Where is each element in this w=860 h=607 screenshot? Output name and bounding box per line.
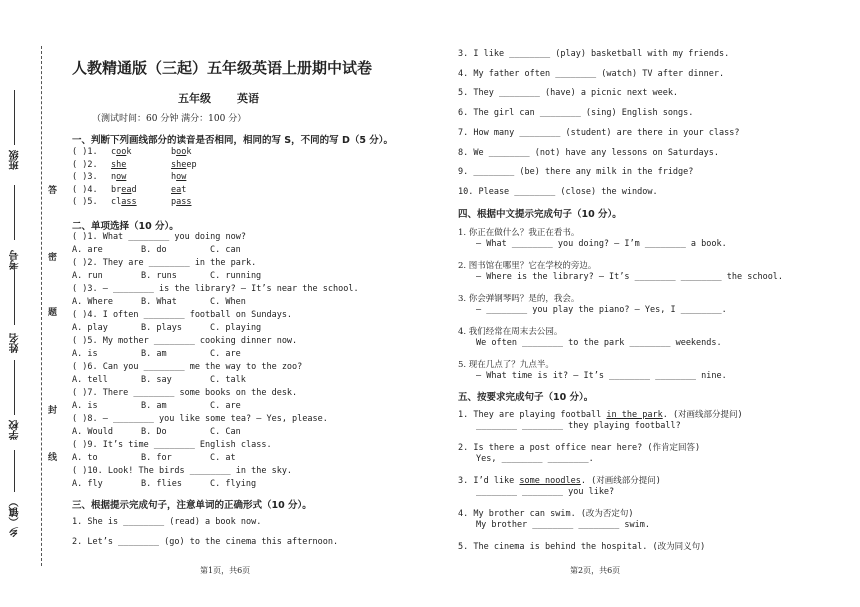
sec2-option: A. are bbox=[72, 245, 103, 255]
sec1-word-a bbox=[111, 147, 132, 157]
word-part: k bbox=[186, 147, 192, 157]
sec2-option: B. What bbox=[141, 297, 177, 307]
word-part: c bbox=[111, 147, 117, 157]
sec5-answer-line: My brother ________ ________ swim. bbox=[476, 520, 650, 530]
sec2-option: B. am bbox=[141, 401, 167, 411]
sec2-question: ( )6. Can you ________ me the way to the zoo? bbox=[72, 362, 303, 372]
sec2-question: ( )3. — ________ is the library? — It’s near the school. bbox=[72, 284, 359, 294]
sec1-word-a bbox=[111, 185, 137, 195]
sec2-option: C. talk bbox=[210, 375, 246, 385]
sec1-word-a bbox=[111, 160, 126, 170]
sec4-chinese-prompt: 3. 你会弹钢琴吗？是的，我会。 bbox=[458, 294, 580, 304]
word-part: d bbox=[131, 184, 137, 195]
question-text: . (对画线部分提问) bbox=[662, 410, 743, 420]
word-part: k bbox=[126, 147, 132, 157]
sec2-question: ( )7. There ________ some books on the desk. bbox=[72, 388, 298, 398]
sec2-option: C. Can bbox=[210, 427, 241, 437]
word-underlined-part: she bbox=[171, 159, 187, 170]
exam-info: （测试时间：60 分钟 满分：100 分） bbox=[92, 114, 247, 124]
question-underlined-part: in the park bbox=[606, 410, 663, 420]
sec2-option: B. do bbox=[141, 245, 167, 255]
sec2-option: A. fly bbox=[72, 479, 103, 489]
sec2-option: B. plays bbox=[141, 323, 182, 333]
word-part: b bbox=[171, 147, 177, 157]
sec2-option: C. are bbox=[210, 349, 241, 359]
sec2-option: C. at bbox=[210, 453, 236, 463]
sec2-option: A. tell bbox=[72, 375, 108, 385]
sec4-chinese-prompt: 5. 现在几点了？九点半。 bbox=[458, 360, 554, 370]
side-line-number bbox=[14, 185, 15, 240]
sec5-question bbox=[458, 441, 700, 453]
sec1-item-number: ( )4. bbox=[72, 184, 98, 195]
word-part: t bbox=[181, 184, 187, 195]
sec5-answer-line: ________ ________ you like? bbox=[476, 487, 615, 497]
sec4-answer-line: — What ________ you doing? — I’m ________ a book. bbox=[476, 239, 727, 249]
sec5-question bbox=[458, 408, 743, 420]
side-line-town bbox=[14, 450, 15, 492]
binding-word-3: 题 bbox=[48, 308, 58, 318]
word-underlined-part: oo bbox=[176, 147, 187, 157]
sec2-question: ( )4. I often ________ football on Sundays. bbox=[72, 310, 293, 320]
question-text: . (对画线部分提问) bbox=[580, 476, 661, 486]
sec2-option: B. am bbox=[141, 349, 167, 359]
grade-label: 五年级 bbox=[178, 92, 211, 105]
sec3-question: 10. Please ________ (close) the window. bbox=[458, 186, 658, 197]
side-line-school bbox=[14, 360, 15, 415]
word-underlined-part: ea bbox=[171, 184, 182, 195]
section-3-heading: 三、根据提示完成句子，注意单词的正确形式（10 分）。 bbox=[72, 500, 312, 511]
sec2-option: C. flying bbox=[210, 479, 257, 489]
sec2-question: ( )1. What ________ you doing now? bbox=[72, 232, 246, 242]
sec3-question: 8. We ________ (not) have any lessons on Saturdays. bbox=[458, 147, 719, 158]
sec1-word-b bbox=[171, 197, 191, 207]
sec1-item-number: ( )3. bbox=[72, 172, 98, 183]
sec1-word-b bbox=[171, 147, 192, 157]
sec2-option: C. running bbox=[210, 271, 262, 281]
word-underlined-part: oo bbox=[116, 147, 127, 157]
sec5-answer-line: ________ ________ they playing football? bbox=[476, 421, 681, 431]
side-label-number: 考号 bbox=[10, 250, 21, 270]
question-text: 2. Is there a post office near here? (作肯定回答) bbox=[458, 443, 701, 453]
question-underlined-part: some noodles bbox=[519, 476, 581, 486]
question-text: 5. The cinema is behind the hospital. (改为同义句) bbox=[458, 542, 706, 552]
sec2-option: B. say bbox=[141, 375, 172, 385]
section-1-heading: 一、判断下列画线部分的读音是否相同，相同的写 S，不同的写 D（5 分）。 bbox=[72, 135, 394, 146]
sec2-option: A. play bbox=[72, 323, 108, 333]
sec2-option: A. is bbox=[72, 401, 98, 411]
sec4-answer-line: — Where is the library? — It’s ________ ________ the school. bbox=[476, 272, 784, 282]
sec2-option: B. runs bbox=[141, 271, 177, 281]
sec2-question: ( )10. Look! The birds ________ in the sky. bbox=[72, 466, 293, 476]
exam-title: 人教精通版（三起）五年级英语上册期中试卷 bbox=[72, 59, 373, 77]
sec2-option: A. to bbox=[72, 453, 98, 463]
sec3-question: 6. The girl can ________ (sing) English songs. bbox=[458, 108, 694, 119]
sec3-question: 7. How many ________ (student) are there in your class? bbox=[458, 127, 740, 138]
sec4-answer-line: — ________ you play the piano? — Yes, I ________. bbox=[476, 305, 727, 315]
word-part: cl bbox=[111, 197, 122, 208]
word-part: br bbox=[111, 184, 122, 195]
sec2-question: ( )9. It’s time ________ English class. bbox=[72, 440, 272, 450]
word-underlined-part: she bbox=[111, 159, 127, 170]
sec1-word-b bbox=[171, 160, 197, 170]
footer-page-2: 第2页，共6页 bbox=[570, 566, 621, 575]
side-label-name: 姓名 bbox=[10, 333, 21, 353]
sec3-question: 5. They ________ (have) a picnic next week. bbox=[458, 88, 679, 99]
sec2-option: A. Would bbox=[72, 427, 113, 437]
side-line-class bbox=[14, 90, 15, 145]
side-label-school: 学校 bbox=[10, 420, 21, 440]
sec4-answer-line: — What time is it? — It’s ________ ________ nine. bbox=[476, 371, 727, 381]
sec3-question: 9. ________ (be) there any milk in the fridge? bbox=[458, 167, 694, 178]
sec1-word-b bbox=[171, 185, 186, 195]
binding-word-2: 密 bbox=[48, 253, 58, 263]
sec4-chinese-prompt: 1. 你正在做什么？我正在看书。 bbox=[458, 228, 580, 238]
binding-word-5: 线 bbox=[48, 453, 58, 463]
side-line-name bbox=[14, 270, 15, 325]
sec2-option: C. When bbox=[210, 297, 246, 307]
side-label-class: 班级 bbox=[10, 150, 21, 170]
word-underlined-part: ea bbox=[121, 184, 132, 195]
sec2-option: B. flies bbox=[141, 479, 182, 489]
sec2-option: C. are bbox=[210, 401, 241, 411]
sec4-chinese-prompt: 4. 我们经常在周末去公园。 bbox=[458, 327, 563, 337]
binding-word-4: 封 bbox=[48, 406, 58, 416]
sec2-option: A. Where bbox=[72, 297, 113, 307]
sec3-question: 3. I like ________ (play) basketball with my friends. bbox=[458, 49, 730, 59]
sec5-question bbox=[458, 507, 634, 519]
sec4-chinese-prompt: 2. 图书馆在哪里？它在学校的旁边。 bbox=[458, 261, 597, 271]
sec4-answer-line: We often ________ to the park ________ weekends. bbox=[476, 338, 722, 348]
sec1-item-number: ( )5. bbox=[72, 197, 98, 208]
sec5-question bbox=[458, 474, 661, 486]
word-part: p bbox=[171, 197, 177, 208]
word-underlined-part: ass bbox=[176, 197, 192, 208]
question-text: 3. I’d like bbox=[458, 476, 520, 486]
sec1-word-a bbox=[111, 172, 126, 182]
word-underlined-part: ow bbox=[116, 172, 127, 183]
sec3-question-2: 2. Let’s ________ (go) to the cinema this afternoon. bbox=[72, 537, 339, 547]
question-text: 1. They are playing football bbox=[458, 410, 607, 420]
sec1-word-b bbox=[171, 172, 186, 182]
sec2-option: B. Do bbox=[141, 427, 167, 437]
sec2-option: C. can bbox=[210, 245, 241, 255]
sec5-question bbox=[458, 540, 705, 552]
sec1-word-a bbox=[111, 197, 137, 207]
word-part: n bbox=[111, 172, 117, 183]
sec1-item-number: ( )1. bbox=[72, 147, 98, 157]
side-label-town: 乡（镇） bbox=[10, 497, 21, 537]
footer-page-1: 第1页，共6页 bbox=[200, 566, 251, 575]
word-underlined-part: ow bbox=[176, 172, 187, 183]
question-text: 4. My brother can swim. (改为否定句) bbox=[458, 509, 634, 519]
section-5-heading: 五、按要求完成句子（10 分）。 bbox=[458, 392, 594, 403]
sec2-option: B. for bbox=[141, 453, 172, 463]
word-part: h bbox=[171, 172, 177, 183]
section-4-heading: 四、根据中文提示完成句子（10 分）。 bbox=[458, 209, 622, 220]
word-part: ep bbox=[186, 159, 197, 170]
sec2-option: A. run bbox=[72, 271, 103, 281]
sec3-question: 4. My father often ________ (watch) TV after dinner. bbox=[458, 68, 725, 79]
sec1-item-number: ( )2. bbox=[72, 159, 98, 170]
section-2-heading: 二、单项选择（10 分）。 bbox=[72, 221, 179, 232]
subject-label: 英语 bbox=[237, 92, 259, 105]
sec2-question: ( )2. They are ________ in the park. bbox=[72, 258, 257, 268]
sec2-option: A. is bbox=[72, 349, 98, 359]
sec2-question: ( )5. My mother ________ cooking dinner now. bbox=[72, 336, 298, 346]
sec3-question-1: 1. She is ________ (read) a book now. bbox=[72, 517, 262, 527]
binding-word-1: 答 bbox=[48, 186, 58, 196]
word-underlined-part: ass bbox=[121, 197, 137, 208]
sec5-answer-line: Yes, ________ ________. bbox=[476, 454, 594, 464]
binding-dashed-line bbox=[41, 46, 42, 566]
sec2-question: ( )8. — ________ you like some tea? — Yes, please. bbox=[72, 414, 328, 424]
sec2-option: C. playing bbox=[210, 323, 262, 333]
